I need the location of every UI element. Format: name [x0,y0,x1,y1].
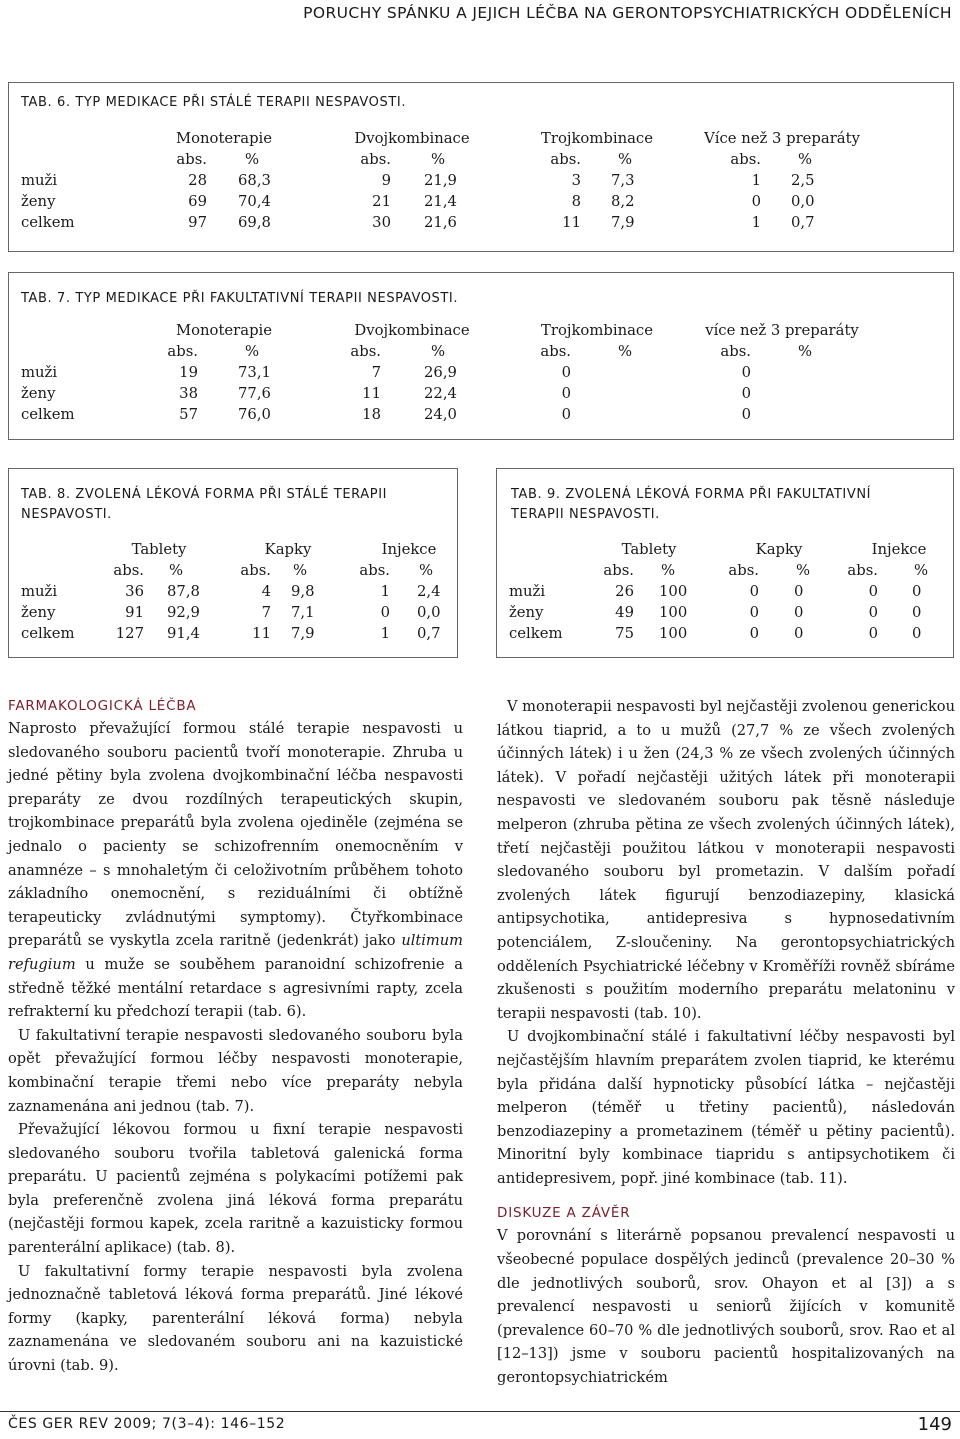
table-cell: 0 [868,583,878,600]
table-cell: 73,1 [238,364,271,381]
table-6 [9,83,955,253]
table-cell: 9 [381,172,391,189]
subheader-percent: % [661,562,676,579]
table-6-box [8,82,954,252]
subheader-percent: % [293,562,308,579]
table-cell: 11 [562,214,581,231]
row-label: muži [21,583,58,600]
table-cell: 38 [179,385,198,402]
subheader-abs: abs. [167,343,198,360]
row-label: muži [509,583,546,600]
table-cell: 0,7 [417,625,441,642]
table-7-box [8,272,954,440]
row-label: ženy [21,385,56,402]
table-cell: 0 [794,625,804,642]
table-cell: 91 [125,604,144,621]
table-cell: 0 [749,625,759,642]
paragraph: U fakultativní terapie nespavosti sledovaného souboru byla opět převažující formou léčby nespavosti monoterapie, kombinační terapie třemi nebo více preparáty nebyla zaznamenána ani jednou (tab. 7). [8,1026,463,1115]
row-label: muži [21,172,58,189]
column-group-header: Monoterapie [175,322,273,339]
table-cell: 7,9 [291,625,315,642]
subheader-percent: % [796,562,811,579]
row-label: celkem [21,214,75,231]
caption-line: NESPAVOSTI. [21,507,112,522]
subheader-percent: % [245,151,260,168]
table-cell: 68,3 [238,172,271,189]
paragraph: V porovnání s literárně popsanou prevalencí nespavosti u všeobecné populace dospělých jedinců (prevalence 20–30 % dle jednotlivých souborů, srov. Ohayon et al [3]) a s prevalencí nespavosti u seniorů žijících v komunitě (prevalence 60–70 % dle jednotlivých souborů, srov. Rao et al [12–13]) jsme v souboru pacientů hospitalizovaných na gerontopsychiatrickém [497,1227,955,1387]
table-cell: 69,8 [238,214,271,231]
row-label: ženy [21,193,56,210]
table-cell: 0 [794,583,804,600]
table-cell: 30 [372,214,391,231]
table-cell: 2,4 [417,583,441,600]
table-cell: 127 [115,625,144,642]
table-cell: 21,4 [424,193,457,210]
table-cell: 9,8 [291,583,315,600]
table-9 [497,469,955,659]
table-cell: 28 [188,172,207,189]
section-heading: FARMAKOLOGICKÁ LÉČBA [8,698,197,714]
column-group-header: Kapky [755,541,803,558]
table-cell: 0 [912,583,922,600]
table-cell: 21,9 [424,172,457,189]
row-label: celkem [509,625,563,642]
subheader-abs: abs. [360,151,391,168]
paragraph: U dvojkombinační stálé i fakultativní léčby nespavosti byl nejčastějším hlavním preparátem zvolen tiaprid, ke kterému byla přidána další hypnoticky působící látka – nejčastěji melperon (téměř u třetiny pacientů), následován benzodiazepiny a prometazinem (téměř u pětiny pacientů). Minoritní byly kombinace tiapridu s antipsychotikem či antidepresivem, popř. jiné kombinace (tab. 11). [497,1028,955,1187]
table-cell: 0 [561,406,571,423]
table-cell: 3 [571,172,581,189]
table-cell: 0,0 [791,193,815,210]
column-group-header: Trojkombinace [541,130,653,147]
table-8 [9,469,459,659]
subheader-abs: abs. [730,151,761,168]
table-cell: 7,9 [611,214,635,231]
column-group-header: Tablety [621,541,677,558]
paragraph: U fakultativní formy terapie nespavosti byla zvolena jednoznačně tabletová léková forma preparátů. Jiné lékové formy (kapky, parenterální léková forma) nebyla zaznamenána ve sledovaném souboru ani na kazuistické úrovni (tab. 9). [8,1262,463,1375]
footer-rule [0,1411,960,1412]
table-cell: 0,0 [417,604,441,621]
table-cell: 0 [912,604,922,621]
row-label: muži [21,364,58,381]
table-cell: 69 [188,193,207,210]
subheader-percent: % [798,343,813,360]
table-cell: 7,3 [611,172,635,189]
subheader-percent: % [431,343,446,360]
column-group-header: Kapky [264,541,312,558]
table-cell: 22,4 [424,385,457,402]
table-cell: 1 [751,214,761,231]
column-group-header: Injekce [381,541,437,558]
left-column [8,695,463,1378]
page-number: 149 [917,1414,952,1435]
column-group-header: Dvojkombinace [354,130,470,147]
table-cell: 77,6 [238,385,271,402]
table-caption: TAB. 6. TYP MEDIKACE PŘI STÁLÉ TERAPII NESPAVOSTI. [21,95,407,110]
subheader-abs: abs. [359,562,390,579]
column-group-header: Tablety [131,541,187,558]
table-8-box [8,468,458,658]
running-title: PORUCHY SPÁNKU A JEJICH LÉČBA NA GERONTOPSYCHIATRICKÝCH ODDĚLENÍCH [303,4,952,22]
table-cell: 21,6 [424,214,457,231]
table-cell: 76,0 [238,406,271,423]
right-column [497,695,955,1390]
table-cell: 57 [179,406,198,423]
table-cell: 87,8 [167,583,200,600]
table-cell: 0 [741,364,751,381]
column-group-header: Více než 3 preparáty [704,130,860,147]
subheader-abs: abs. [113,562,144,579]
table-cell: 100 [659,604,688,621]
subheader-percent: % [169,562,184,579]
table-cell: 0 [741,385,751,402]
subheader-abs: abs. [176,151,207,168]
table-cell: 24,0 [424,406,457,423]
subheader-abs: abs. [720,343,751,360]
table-cell: 1 [380,583,390,600]
table-cell: 36 [125,583,144,600]
subheader-abs: abs. [540,343,571,360]
table-cell: 7 [261,604,271,621]
table-cell: 0 [794,604,804,621]
subheader-percent: % [245,343,260,360]
table-cell: 18 [362,406,381,423]
table-9-box [496,468,954,658]
row-label: celkem [21,406,75,423]
table-cell: 97 [188,214,207,231]
table-cell: 49 [615,604,634,621]
table-cell: 0 [561,364,571,381]
table-cell: 11 [252,625,271,642]
table-cell: 0,7 [791,214,815,231]
table-cell: 0 [380,604,390,621]
table-cell: 91,4 [167,625,200,642]
paragraph: V monoterapii nespavosti byl nejčastěji zvolenou generickou látkou tiaprid, a to u mužů (27,7 % ze všech zvolených účinných látek) i u žen (24,3 % ze všech zvolených účinných látek). V pořadí nejčastěji užitých látek při monoterapii nespavosti ve sledovaném souboru pak těsně následuje melperon (zhruba pětina ze všech zvolených účinných látek), třetí nejčastěji použitou látkou v monoterapii nespavosti sledovaného souboru byl prometazin. V dalším pořadí zvolených látek figurují benzodiazepiny, klasická antipsychotika, antidepresiva s hypnosedativním potenciálem, Z-sloučeniny. Na gerontopsychiatrických odděleních Psychiatrické léčebny v Kroměříži rovněž sbíráme zkušenosti s použitím moderního preparátu melatoninu v terapii nespavosti (tab. 10). [497,698,955,1022]
subheader-percent: % [618,151,633,168]
table-7 [9,273,955,441]
caption-line: TAB. 8. ZVOLENÁ LÉKOVÁ FORMA PŘI STÁLÉ TERAPII [21,487,388,502]
table-cell: 11 [362,385,381,402]
table-cell: 92,9 [167,604,200,621]
subheader-abs: abs. [350,343,381,360]
table-cell: 1 [380,625,390,642]
table-cell: 2,5 [791,172,815,189]
subheader-abs: abs. [240,562,271,579]
row-label: celkem [21,625,75,642]
subheader-percent: % [431,151,446,168]
caption-line: TAB. 9. ZVOLENÁ LÉKOVÁ FORMA PŘI FAKULTATIVNÍ [511,487,872,502]
subheader-abs: abs. [550,151,581,168]
row-label: ženy [509,604,544,621]
column-group-header: Monoterapie [175,130,273,147]
latin-term: ultimum refugium [8,932,463,973]
table-cell: 0 [868,625,878,642]
column-group-header: více než 3 preparáty [705,322,859,339]
table-cell: 0 [561,385,571,402]
table-cell: 7,1 [291,604,315,621]
table-cell: 70,4 [238,193,271,210]
subheader-abs: abs. [728,562,759,579]
subheader-percent: % [798,151,813,168]
table-cell: 75 [615,625,634,642]
table-cell: 8 [571,193,581,210]
subheader-abs: abs. [847,562,878,579]
section-heading: DISKUZE A ZÁVĚR [497,1205,631,1222]
table-cell: 8,2 [611,193,635,210]
table-cell: 0 [868,604,878,621]
table-cell: 19 [179,364,198,381]
subheader-percent: % [914,562,929,579]
column-group-header: Injekce [871,541,927,558]
table-cell: 21 [372,193,391,210]
table-cell: 26,9 [424,364,457,381]
table-cell: 100 [659,625,688,642]
table-cell: 4 [261,583,271,600]
table-cell: 7 [371,364,381,381]
paragraph: Naprosto převažující formou stálé terapie nespavosti u sledovaného souboru pacientů tvoří monoterapie. Zhruba u jedné pětiny byla zvolena dvojkombinační léčba nespavosti preparáty ze dvou rozdílných terapeutických skupin, trojkombinace preparátů byla zvolena ojediněle (zejména se jednalo o pacienty se schizofrenním onemocněním v anamnéze – s mnohaletým či celoživotním průběhem tohoto základního onemocnění, s reziduálními či obtížně terapeuticky zvládnutými symptomy). Čtyřkombinace preparátů se vyskytla zcela raritně (jedenkrát) jako ultimum refugium u muže se souběhem paranoidní schizofrenie a středně těžké mentální retardace s agresivními rapty, zcela refrakterní ku předchozí terapii (tab. 6). [8,720,463,1021]
table-caption: TAB. 7. TYP MEDIKACE PŘI FAKULTATIVNÍ TERAPII NESPAVOSTI. [21,291,459,306]
table-cell: 100 [659,583,688,600]
subheader-abs: abs. [603,562,634,579]
journal-citation: ČES GER REV 2009; 7(3–4): 146–152 [8,1416,286,1432]
table-cell: 0 [912,625,922,642]
paragraph: Převažující lékovou formou u fixní terapie nespavosti sledovaného souboru tvořila tabletová galenická forma preparátu. U pacientů zejména s polykacími potížemi pak byla preferenčně zvolena jiná léková forma preparátu (nejčastěji formou kapek, zcela raritně a kazuisticky formou parenterální aplikace) (tab. 8). [8,1121,463,1257]
caption-line: TERAPII NESPAVOSTI. [511,507,660,522]
table-cell: 0 [749,604,759,621]
row-label: ženy [21,604,56,621]
table-cell: 0 [751,193,761,210]
table-cell: 1 [751,172,761,189]
subheader-percent: % [618,343,633,360]
table-cell: 26 [615,583,634,600]
table-cell: 0 [749,583,759,600]
table-cell: 0 [741,406,751,423]
subheader-percent: % [419,562,434,579]
column-group-header: Trojkombinace [541,322,653,339]
column-group-header: Dvojkombinace [354,322,470,339]
